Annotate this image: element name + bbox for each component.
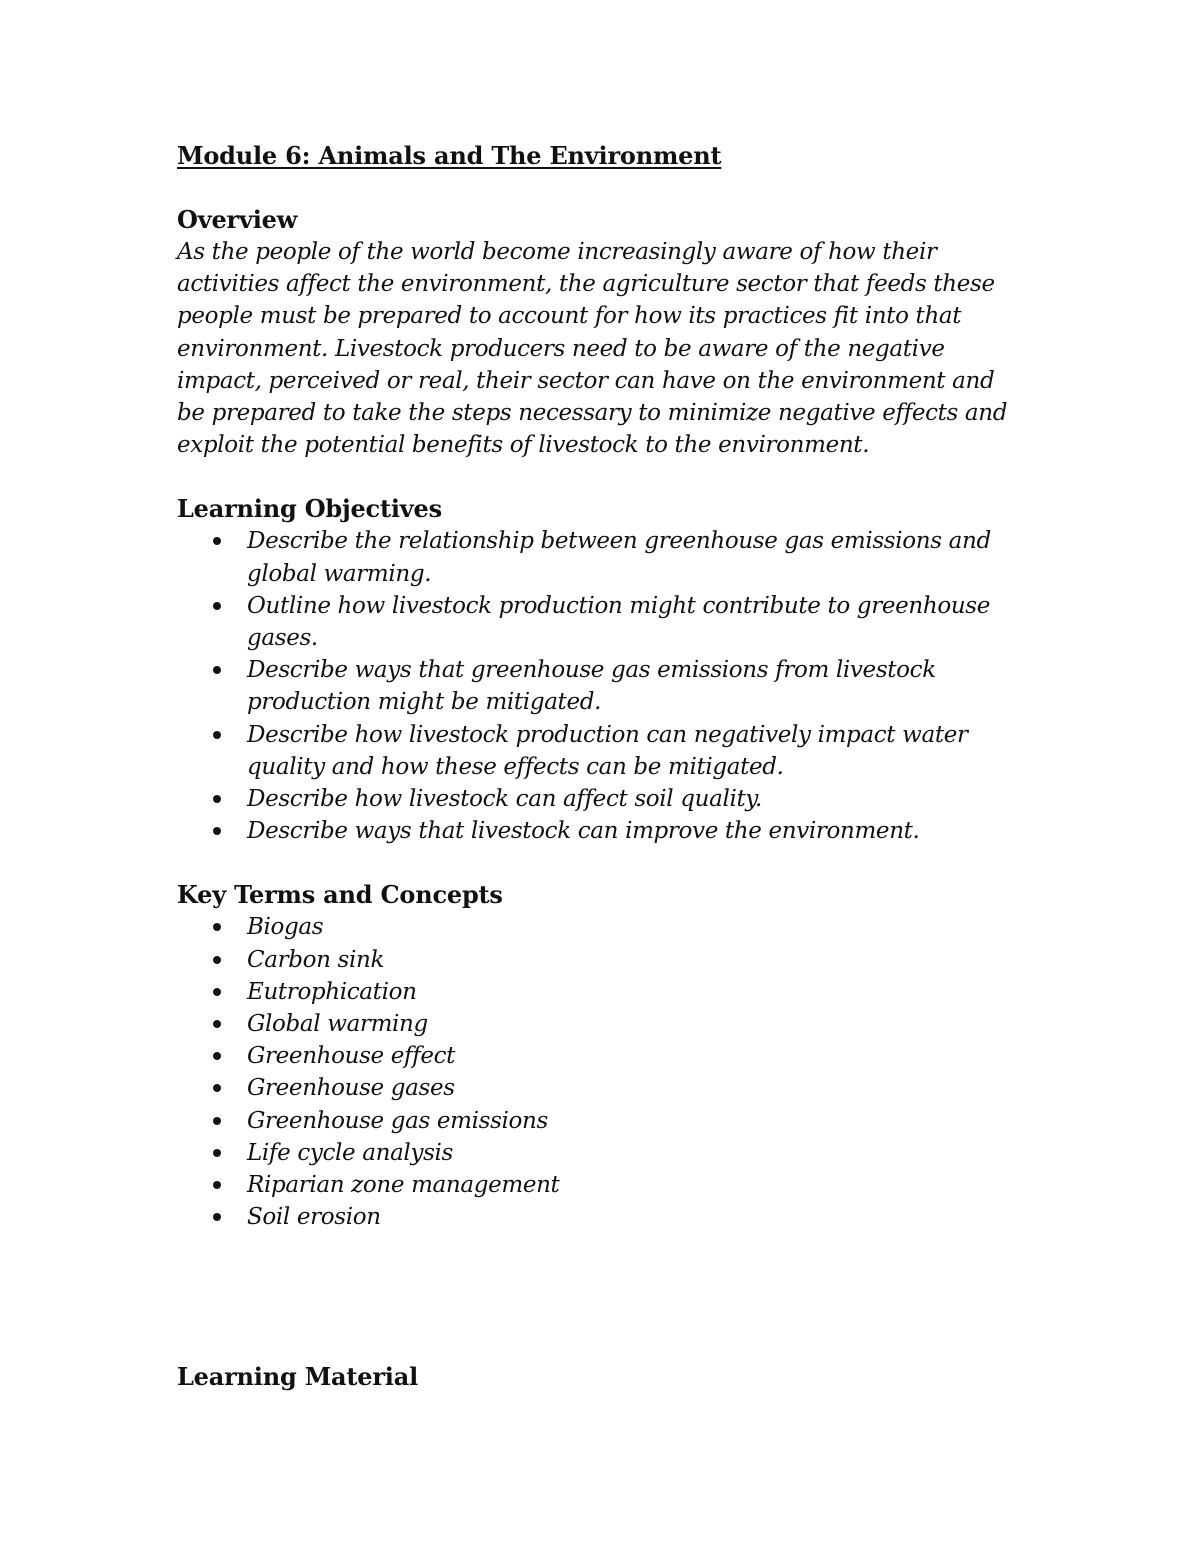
term-text: Greenhouse gases xyxy=(247,1075,455,1102)
objective-text: Describe how livestock can affect soil quality. xyxy=(247,786,762,813)
term-text: Global warming xyxy=(247,1011,428,1038)
module-title: Module 6: Animals and The Environment xyxy=(177,141,722,170)
objective-text: Describe ways that livestock can improve the environment. xyxy=(247,818,920,845)
bullet-icon xyxy=(213,1020,221,1028)
term-text: Riparian zone management xyxy=(247,1172,560,1199)
document-page xyxy=(177,140,1037,1393)
bullet-icon xyxy=(213,602,221,610)
bullet-icon xyxy=(213,827,221,835)
list-item xyxy=(247,815,1007,847)
term-text: Biogas xyxy=(247,914,324,941)
bullet-icon xyxy=(213,1181,221,1189)
overview-paragraph: As the people of the world become increasingly aware of how their activities affect the environment, the agriculture sector that feeds these people must be prepared to account for how its practices fit into that environment. Livestock producers need to be aware of the negative impact, perceived or real, their sector can have on the environment and be prepared to take the steps necessary to minimize negative effects and exploit the potential benefits of livestock to the environment. xyxy=(177,239,1008,459)
list-item xyxy=(247,1169,1037,1201)
objective-text: Outline how livestock production might contribute to greenhouse gases. xyxy=(247,592,990,652)
bullet-icon xyxy=(213,1052,221,1060)
objective-text: Describe the relationship between greenhouse gas emissions and global warming. xyxy=(247,528,991,587)
bullet-icon xyxy=(213,537,221,545)
bullet-icon xyxy=(213,731,221,739)
bullet-icon xyxy=(213,988,221,996)
term-text: Carbon sink xyxy=(247,946,385,973)
term-text: Soil erosion xyxy=(247,1204,381,1231)
bullet-icon xyxy=(213,1084,221,1092)
overview-heading: Overview xyxy=(177,205,298,234)
term-text: Life cycle analysis xyxy=(247,1139,453,1166)
list-item xyxy=(247,525,1007,589)
list-item xyxy=(247,590,1007,654)
bullet-icon xyxy=(213,1117,221,1125)
bullet-icon xyxy=(213,956,221,964)
list-item xyxy=(247,911,1037,943)
list-item xyxy=(247,1040,1037,1072)
bullet-icon xyxy=(213,923,221,931)
list-item xyxy=(247,1105,1037,1137)
list-item xyxy=(247,783,1007,815)
objective-text: Describe how livestock production can negatively impact water quality and how these effects can be mitigated. xyxy=(247,721,968,780)
list-item xyxy=(247,1137,1037,1169)
learning-objectives-list xyxy=(177,525,1037,847)
key-terms-heading: Key Terms and Concepts xyxy=(177,880,503,910)
bullet-icon xyxy=(213,666,221,674)
bullet-icon xyxy=(213,795,221,803)
key-terms-list xyxy=(177,911,1037,1233)
list-item xyxy=(247,1072,1037,1104)
bullet-icon xyxy=(213,1149,221,1157)
term-text: Greenhouse gas emissions xyxy=(247,1107,548,1134)
objective-text: Describe ways that greenhouse gas emissions from livestock production might be mitigated. xyxy=(247,657,936,716)
list-item xyxy=(247,1201,1037,1233)
term-text: Greenhouse effect xyxy=(247,1043,456,1070)
term-text: Eutrophication xyxy=(247,978,417,1005)
learning-objectives-heading: Learning Objectives xyxy=(177,494,442,524)
list-item xyxy=(247,654,1007,718)
learning-material-heading: Learning Material xyxy=(177,1362,418,1392)
list-item xyxy=(247,1008,1037,1040)
list-item xyxy=(247,976,1037,1008)
list-item xyxy=(247,719,1007,783)
bullet-icon xyxy=(213,1213,221,1221)
list-item xyxy=(247,944,1037,976)
